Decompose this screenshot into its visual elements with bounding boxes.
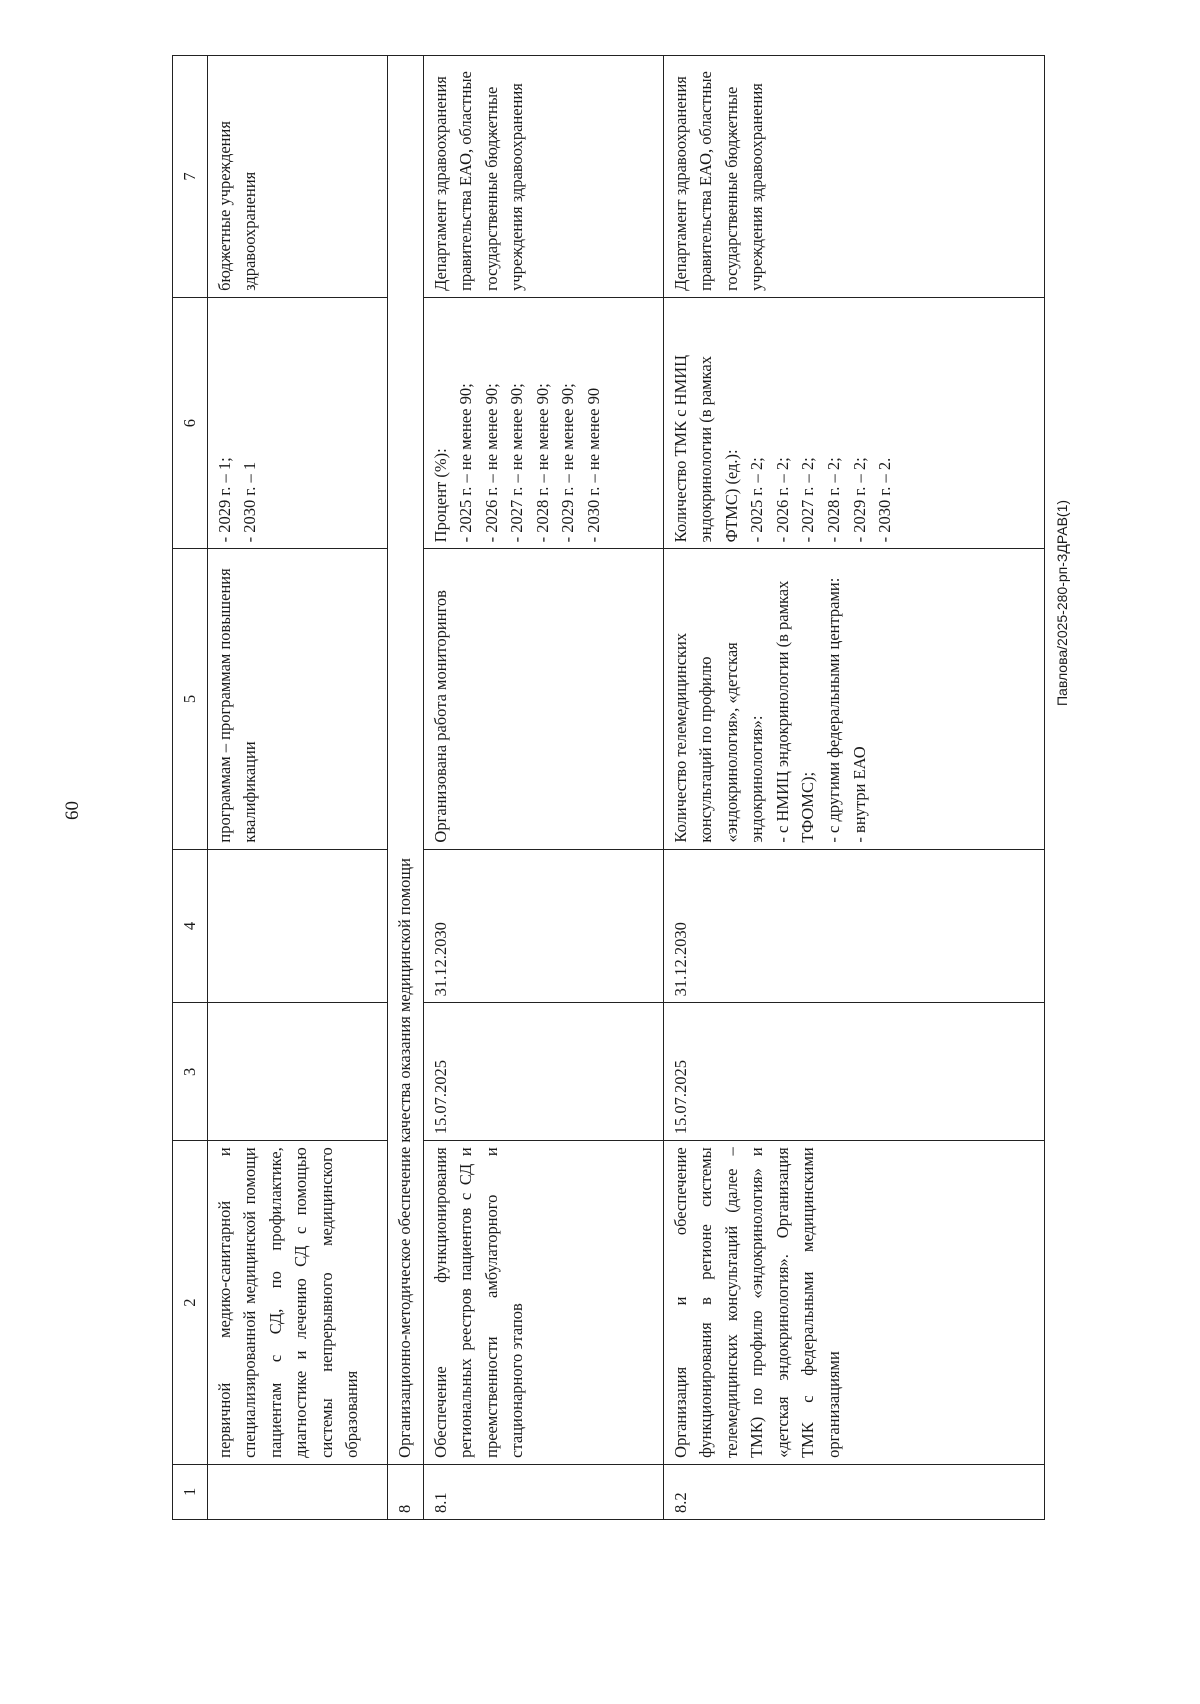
header-cell: 3: [173, 1003, 208, 1141]
cell-num: 8.1: [423, 1464, 663, 1519]
header-cell: 6: [173, 297, 208, 548]
table-row-continuation: [207, 56, 387, 1520]
indicator-line: - 2027 г. – 2;: [798, 457, 818, 543]
header-cell: 4: [173, 849, 208, 1003]
cell-indicator: [663, 297, 1044, 548]
cell-end: 31.12.2030: [423, 849, 663, 1003]
section-row: [387, 56, 423, 1520]
plan-table: [172, 55, 1045, 1520]
section-title: Организационно-методическое обеспечение качества оказания медицинской помощи: [387, 56, 423, 1465]
indicator-line: - 2030 г. – 2.: [875, 457, 895, 543]
cell-result: программам – программам повышения квалификации: [207, 549, 387, 849]
indicator-line: - 2028 г. – не менее 90;: [532, 383, 552, 543]
cell-executor: Департамент здравоохранения правительства ЕАО, областные государственные бюджетные учреждения здравоохранения: [423, 56, 663, 298]
indicator-line: Процент (%):: [430, 448, 450, 543]
indicator-line: - 2029 г. – не менее 90;: [558, 383, 578, 543]
table-row: [423, 56, 663, 1520]
document-footer: Павлова/2025-280-рп-ЗДРАВ(1): [1054, 499, 1070, 706]
indicator-line: - 2030 г. – не менее 90: [583, 387, 603, 543]
header-cell: 5: [173, 549, 208, 849]
cell-measure: Организация и обеспечение функционирования в регионе системы телемедицинских консультаций (далее – ТМК) по профилю «эндокринология» и «детская эндокринология». Организация ТМК с федеральными медицинскими организациями: [663, 1141, 1044, 1465]
indicator-line: - 2029 г. – 1;: [214, 457, 234, 543]
indicator-line: - 2025 г. – не менее 90;: [456, 383, 476, 543]
cell-measure: Обеспечение функционирования региональных реестров пациентов с СД и преемственности амбулаторного и стационарного этапов: [423, 1141, 663, 1465]
indicator-line: - 2027 г. – не менее 90;: [507, 383, 527, 543]
result-line: - с НМИЦ эндокринологии (в рамках ТФОМС);: [772, 580, 818, 843]
indicator-line: - 2029 г. – 2;: [849, 457, 869, 543]
section-number: 8: [387, 1464, 423, 1519]
page-number: 60: [62, 801, 83, 820]
header-cell: 2: [173, 1141, 208, 1465]
indicator-line: - 2026 г. – 2;: [772, 457, 792, 543]
cell-start: 15.07.2025: [423, 1003, 663, 1141]
indicator-line: - 2030 г. – 1: [240, 461, 260, 543]
result-line: - внутри ЕАО: [849, 746, 869, 843]
cell-executor: Департамент здравоохранения правительства ЕАО, областные государственные бюджетные учреждения здравоохранения: [663, 56, 1044, 298]
indicator-line: - 2026 г. – не менее 90;: [481, 383, 501, 543]
cell-start: 15.07.2025: [663, 1003, 1044, 1141]
table-row: [663, 56, 1044, 1520]
cell-num: 8.2: [663, 1464, 1044, 1519]
cell-indicator: [207, 297, 387, 548]
cell-end: 31.12.2030: [663, 849, 1044, 1003]
cell-start: [207, 1003, 387, 1141]
cell-executor: бюджетные учреждения здравоохранения: [207, 56, 387, 298]
indicator-line: Количество ТМК с НМИЦ эндокринологии (в рамках ФТМС) (ед.):: [670, 354, 741, 543]
table-header-row: [173, 56, 208, 1520]
result-line: Количество телемедицинских консультаций по профилю «эндокринология», «детская эндокринология»:: [670, 632, 767, 843]
indicator-line: - 2025 г. – 2;: [747, 457, 767, 543]
cell-end: [207, 849, 387, 1003]
header-cell: 1: [173, 1464, 208, 1519]
cell-num: [207, 1464, 387, 1519]
cell-result: [663, 549, 1044, 849]
cell-result: Организована работа мониторингов: [423, 549, 663, 849]
cell-indicator: [423, 297, 663, 548]
rotated-table-wrapper: [172, 55, 1045, 1520]
result-line: - с другими федеральными центрами:: [823, 577, 843, 843]
header-cell: 7: [173, 56, 208, 298]
indicator-line: - 2028 г. – 2;: [823, 457, 843, 543]
cell-measure: первичной медико-санитарной и специализированной медицинской помощи пациентам с СД, по профилактике, диагностике и лечению СД с помощью системы непрерывного медицинского образования: [207, 1141, 387, 1465]
